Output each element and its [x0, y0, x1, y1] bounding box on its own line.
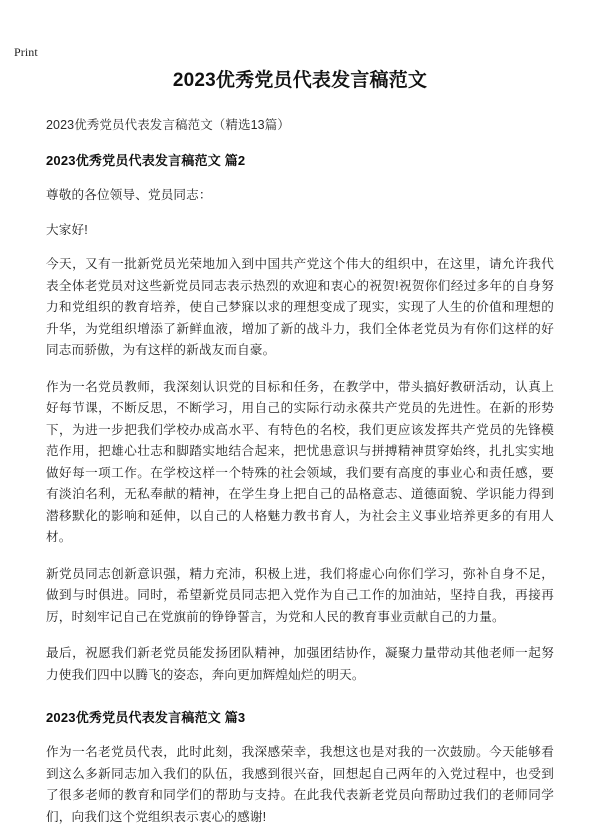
- print-button[interactable]: Print: [14, 45, 38, 59]
- section-heading-2: 2023优秀党员代表发言稿范文 篇3: [46, 710, 246, 725]
- greeting: 大家好!: [46, 222, 88, 237]
- paragraph: 最后，祝愿我们新老党员能发扬团队精神，加强团结协作，凝聚力量带动其他老师一起努力使我们四中以腾飞的姿态，奔向更加辉煌灿烂的明天。: [46, 646, 554, 682]
- paragraph: 作为一名党员教师，我深刻认识党的目标和任务，在教学中，带头搞好教研活动，认真上好每节课，不断反思，不断学习，用自己的实际行动永葆共产党员的先进性。在新的形势下，为进一步把我们学校办成高水平、有特色的名校，我们更应该发挥共产党员的先锋模范作用，把雄心壮志和脚踏实地结合起来，把忧患意识与拼搏精神贯穿始终，扎扎实实地做好每一项工作。在学校这样一个特殊的社会领域，我们要有高度的事业心和责任感，要有淡泊名利，无私奉献的精神，在学生身上把自己的品格意志、道德面貌、学识能力得到潜移默化的影响和延伸，以自己的人格魅力教书育人，为社会主义事业培养更多的有用人材。: [46, 379, 554, 544]
- salutation: 尊敬的各位领导、党员同志：: [46, 188, 212, 202]
- document-subtitle: 2023优秀党员代表发言稿范文（精选13篇）: [46, 118, 290, 132]
- paragraph: 新党员同志创新意识强，精力充沛，积极上进，我们将虚心向你们学习，弥补自身不足，做到与时俱进。同时，希望新党员同志把入党作为自己工作的加油站，坚持自我，再接再厉，时刻牢记自己在党旗前的铮铮誓言，为党和人民的教育事业贡献自己的力量。: [46, 566, 554, 624]
- page-title: 2023优秀党员代表发言稿范文: [172, 70, 428, 91]
- section-heading-1: 2023优秀党员代表发言稿范文 篇2: [46, 153, 246, 168]
- paragraph: 作为一名老党员代表，此时此刻，我深感荣幸，我想这也是对我的一次鼓励。今天能够看到这么多新同志加入我们的队伍，我感到很兴奋，回想起自己两年的入党过程中，也受到了很多老师的教育和同学们的帮助与支持。在此我代表新老党员向帮助过我们的老师同学们，向我们这个党组织表示衷心的感谢!: [46, 745, 554, 824]
- paragraph: 今天，又有一批新党员光荣地加入到中国共产党这个伟大的组织中，在这里，请允许我代表全体老党员对这些新党员同志表示热烈的欢迎和衷心的祝贺!祝贺你们经过多年的自身努力和党组织的教育培养，使自己梦寐以求的理想变成了现实，实现了人生的价值和理想的升华，为党组织增添了新鲜血液，增加了新的战斗力，我们全体老党员为有你们这样的好同志而骄傲，为有这样的新战友而自豪。: [46, 257, 554, 357]
- document-body: [46, 68, 554, 828]
